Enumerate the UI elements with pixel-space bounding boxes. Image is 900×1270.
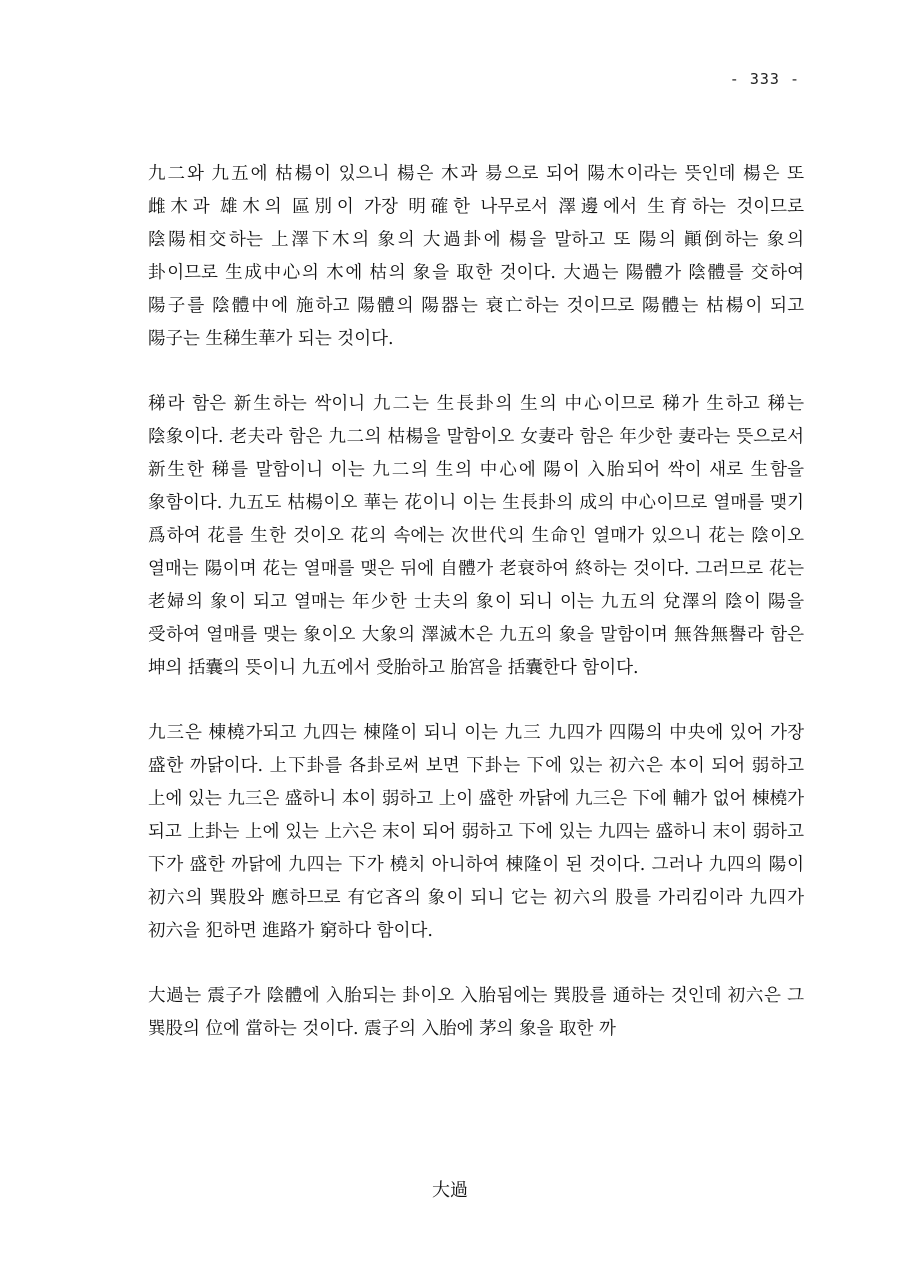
paragraph: 大過는 震子가 陰體에 入胎되는 卦이오 入胎됨에는 巽股를 通하는 것인데 初六은 그 巽股의 位에 當하는 것이다. 震子의 入胎에 茅의 象을 取한 까 <box>148 986 804 1039</box>
paragraph: 九二와 九五에 枯楊이 있으니 楊은 木과 昜으로 되어 陽木이라는 뜻인데 楊은 또 雌木과 雄木의 區別이 가장 明確한 나무로서 澤邊에서 生育하는 것이므로 陰陽相交하는 上澤下木의 象의 大過卦에 楊을 말하고 또 陽의 顚倒하는 象의 卦이므로 生成中心의 木에 枯의 象을 取한 것이다. 大過는 陽體가 陰體를 交하여 陽子를 陰體中에 施하고 陽體의 陽器는 衰亡하는 것이므로 陽體는 枯楊이 되고 陽子는 生稊生華가 되는 것이다. <box>148 164 804 349</box>
page-number: - 333 - <box>729 70 800 88</box>
footer-chapter-title: 大過 <box>432 1180 468 1201</box>
paragraph: 稊라 함은 新生하는 싹이니 九二는 生長卦의 生의 中心이므로 稊가 生하고 稊는 陰象이다. 老夫라 함은 九二의 枯楊을 말함이오 女妻라 함은 年少한 妻라는 뜻으로서 新生한 稊를 말함이니 이는 九二의 生의 中心에 陽이 入胎되어 싹이 새로 生함을 象함이다. 九五도 枯楊이오 華는 花이니 이는 生長卦의 成의 中心이므로 열매를 맺기 爲하여 花를 生한 것이오 花의 속에는 次世代의 生命인 열매가 있으니 花는 陰이오 열매는 陽이며 花는 열매를 맺은 뒤에 自體가 老衰하여 終하는 것이다. 그러므로 花는 老婦의 象이 되고 열매는 年少한 士夫의 象이 되니 이는 九五의 兌澤의 陰이 陽을 受하여 열매를 맺는 象이오 大象의 澤滅木은 九五의 象을 말함이며 無咎無譽라 함은 坤의 括囊의 뜻이니 九五에서 受胎하고 胎宮을 括囊한다 함이다. <box>148 394 804 678</box>
paragraph: 九三은 棟橈가되고 九四는 棟隆이 되니 이는 九三 九四가 四陽의 中央에 있어 가장 盛한 까닭이다. 上下卦를 各卦로써 보면 下卦는 下에 있는 初六은 本이 되어 弱하고 上에 있는 九三은 盛하니 本이 弱하고 上이 盛한 까닭에 九三은 下에 輔가 없어 棟橈가 되고 上卦는 上에 있는 上六은 末이 되어 弱하고 下에 있는 九四는 盛하니 末이 弱하고 下가 盛한 까닭에 九四는 下가 橈치 아니하여 棟隆이 된 것이다. 그러나 九四의 陽이 初六의 巽股와 應하므로 有它吝의 象이 되니 它는 初六의 股를 가리킴이라 九四가 初六을 犯하면 進路가 窮하다 함이다. <box>148 723 804 941</box>
body-text <box>148 158 804 1078</box>
